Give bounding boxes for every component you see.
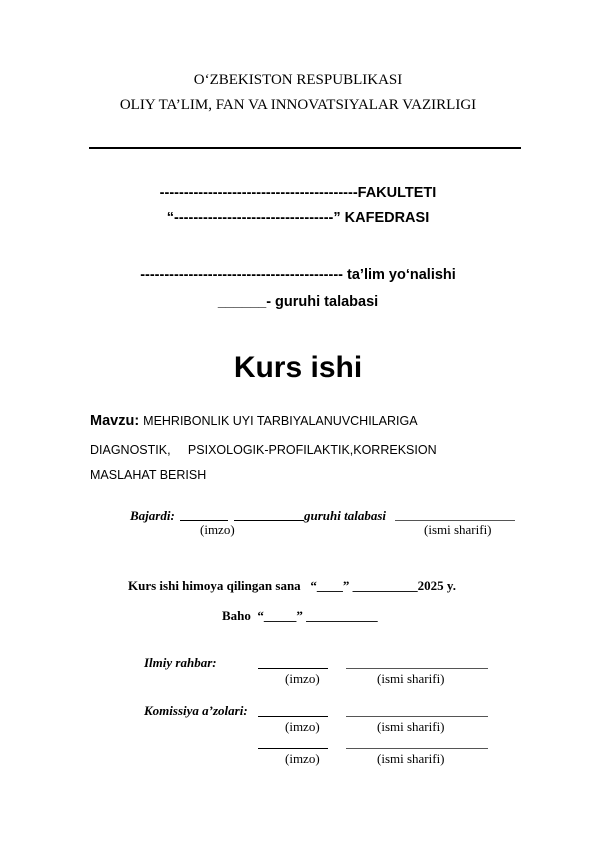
direction-line: ------------------------------------------ ta’lim yo‘nalishi (140, 267, 456, 283)
completed-sign-line (180, 520, 228, 521)
supervisor-label: Ilmiy rahbar: (144, 655, 217, 670)
completed-name-line (395, 520, 515, 521)
document-title: Kurs ishi (233, 351, 363, 384)
supervisor-name-caption: (ismi sharifi) (377, 671, 445, 686)
faculty-line: -----------------------------------------FAKULTETI (159, 185, 437, 201)
supervisor-sign-line (258, 668, 328, 669)
completed-label: Bajardi: (130, 508, 175, 523)
topic-label: Mavzu: (90, 413, 140, 429)
topic-text-3: MASLAHAT BERISH (90, 468, 207, 482)
republic-heading: O‘ZBEKISTON RESPUBLIKASI (193, 72, 403, 88)
commission-sign-line-2 (258, 748, 328, 749)
topic-text-2: DIAGNOSTIK, PSIXOLOGIK-PROFILAKTIK,KORREKSION (90, 443, 437, 457)
defense-date-line: Kurs ishi himoya qilingan sana “____” __________2025 y. (128, 578, 456, 593)
group-student-line: ______- guruhi talabasi (217, 294, 379, 310)
commission-name-line-2 (346, 748, 488, 749)
completed-group-line (234, 520, 304, 521)
commission-sign-line-1 (258, 716, 328, 717)
ministry-heading: OLIY TA’LIM, FAN VA INNOVATSIYALAR VAZIRLIGI (119, 97, 477, 113)
commission-name-line-1 (346, 716, 488, 717)
completed-name-caption: (ismi sharifi) (424, 522, 492, 537)
supervisor-sign-caption: (imzo) (285, 671, 320, 686)
commission-sign-caption-2: (imzo) (285, 751, 320, 766)
header-divider (89, 147, 521, 149)
grade-line: Baho “_____” ___________ (222, 608, 378, 623)
supervisor-name-line (346, 668, 488, 669)
commission-label: Komissiya a’zolari: (144, 703, 248, 718)
commission-sign-caption-1: (imzo) (285, 719, 320, 734)
commission-name-caption-1: (ismi sharifi) (377, 719, 445, 734)
completed-sign-caption: (imzo) (200, 522, 235, 537)
topic-line-1 (90, 412, 418, 430)
topic-text-1: MEHRIBONLIK UYI TARBIYALANUVCHILARIGA (143, 414, 418, 428)
commission-name-caption-2: (ismi sharifi) (377, 751, 445, 766)
department-line: “---------------------------------” KAFEDRASI (166, 210, 430, 226)
completed-group-label: guruhi talabasi (304, 508, 387, 523)
